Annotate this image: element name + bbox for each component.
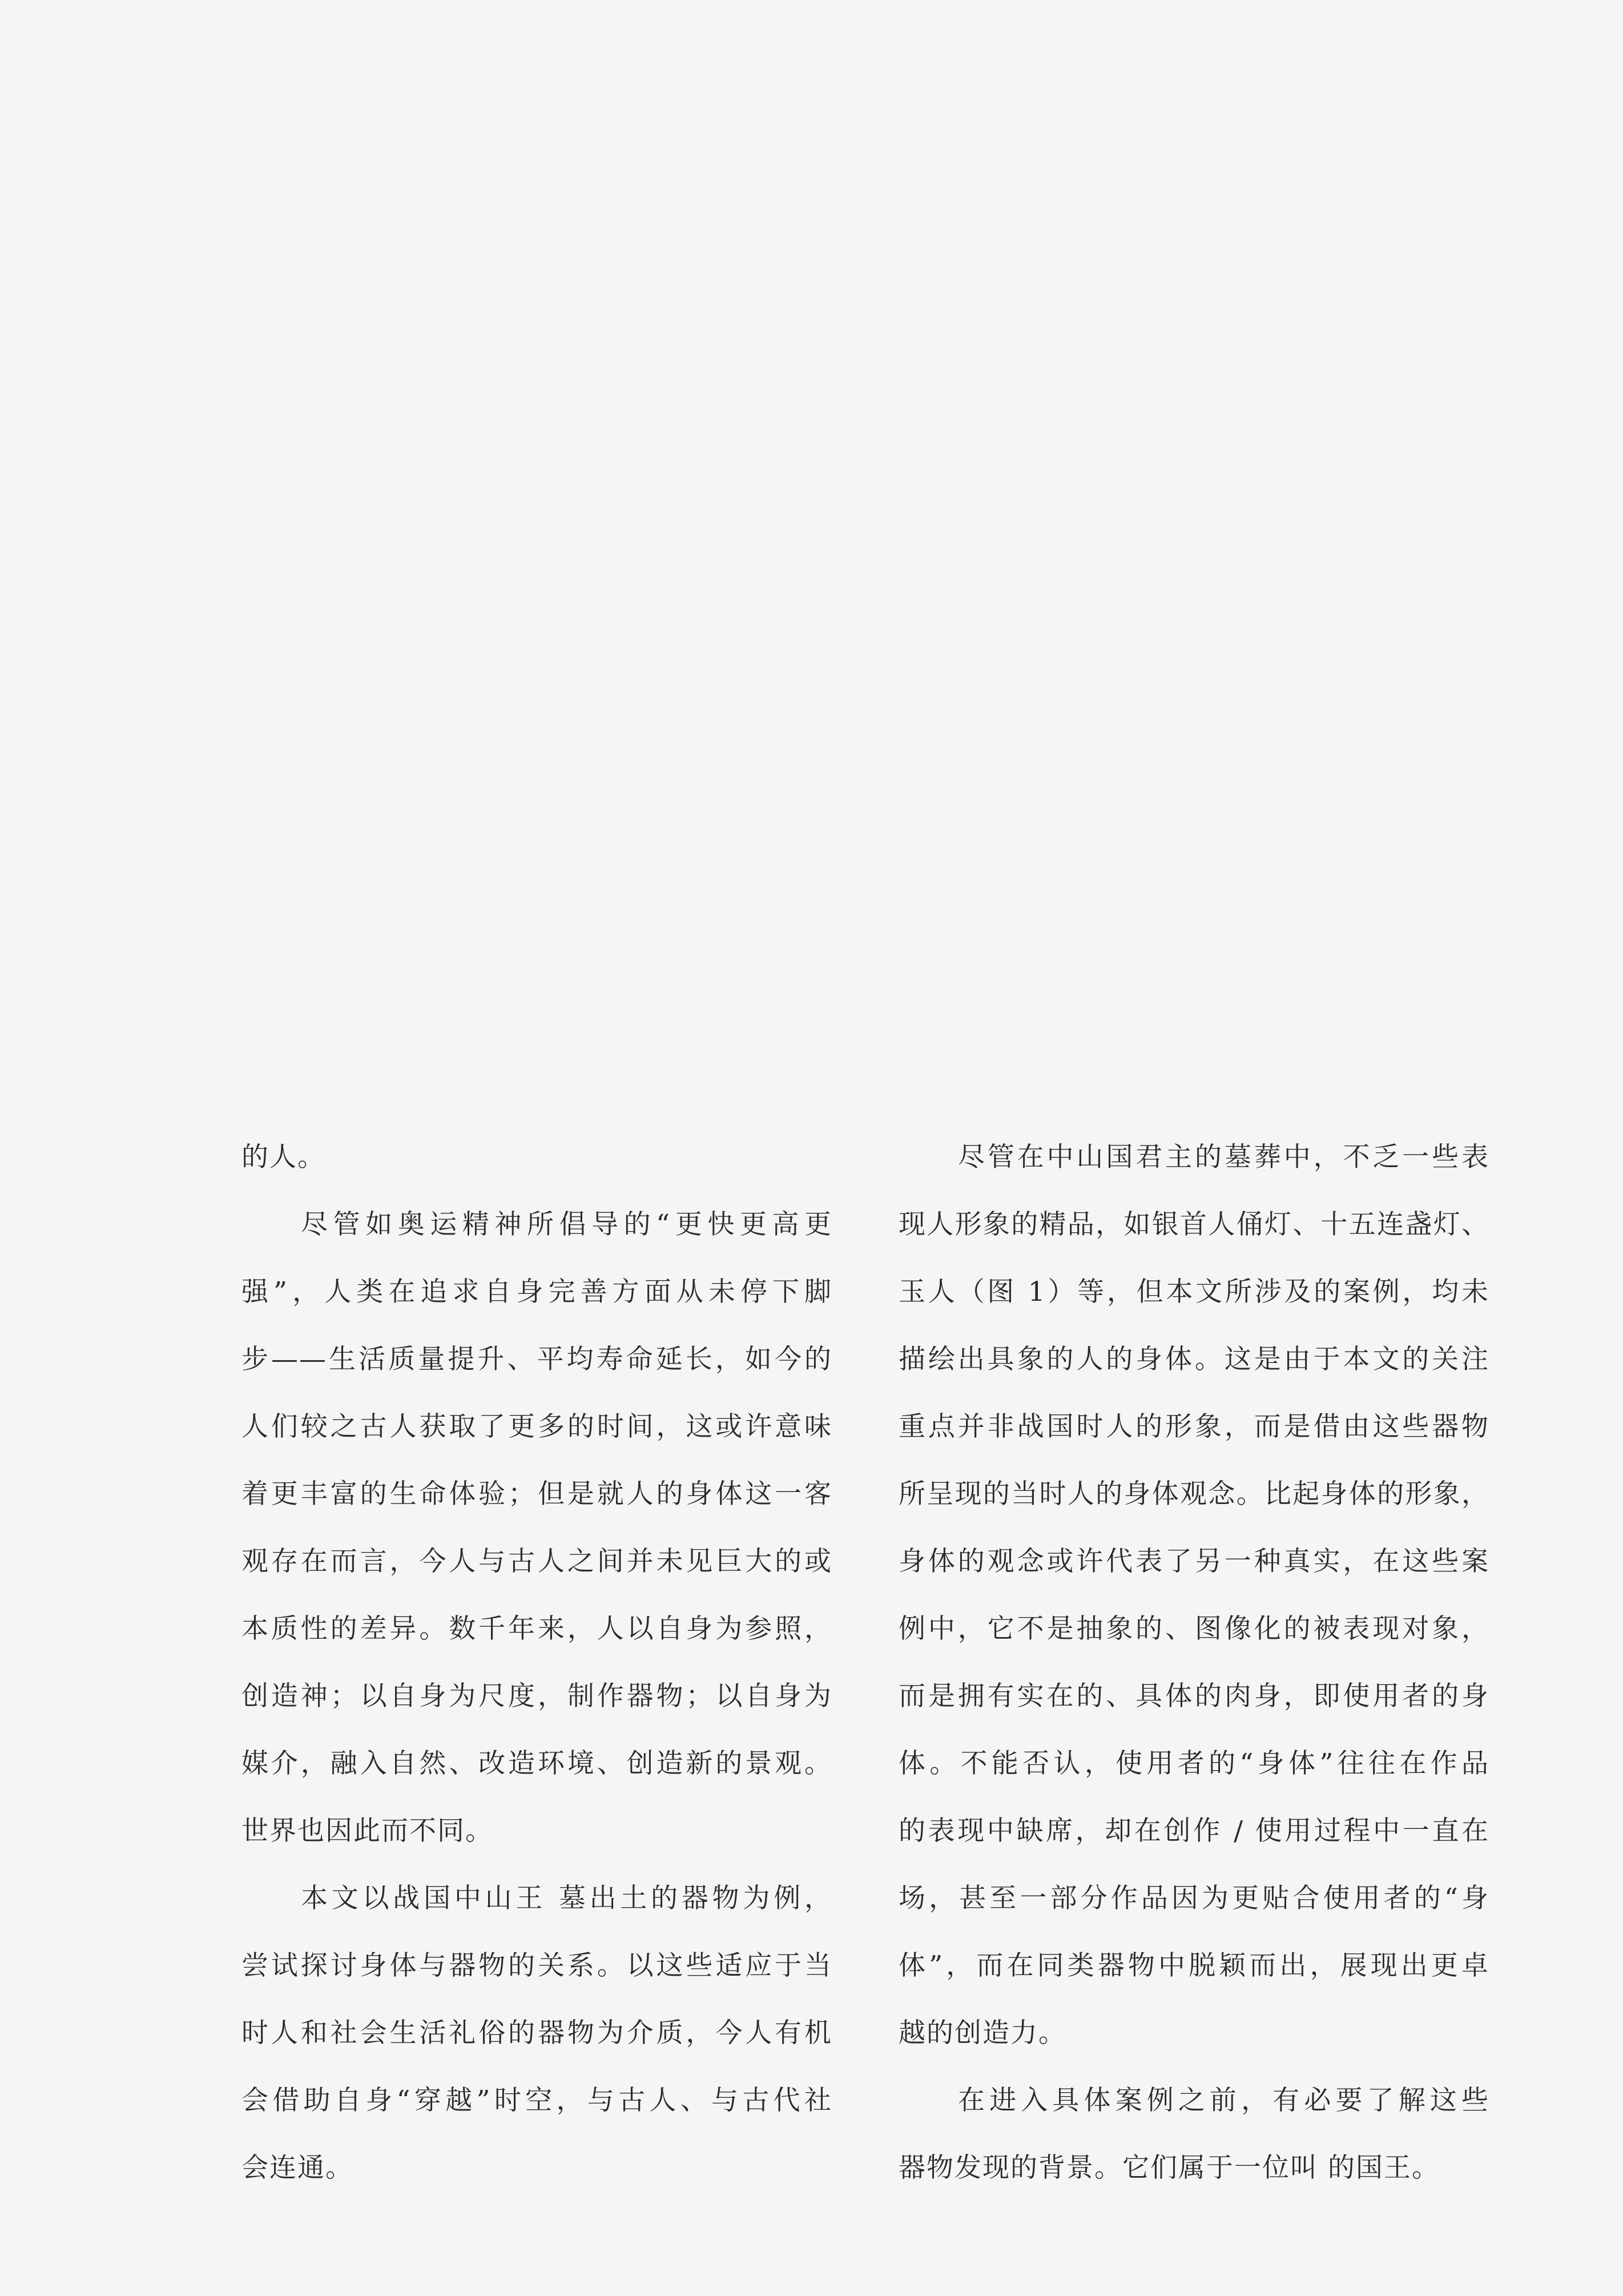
text-line: 的人。 bbox=[241, 1141, 325, 1173]
text-line: 玉人（图 1）等，但本文所涉及的案例，均未 bbox=[899, 1276, 1489, 1308]
text-line: 尽管在中山国君主的墓葬中，不乏一些表 bbox=[958, 1141, 1489, 1173]
text-line: 尽管如奥运精神所倡导的“更快更高更 bbox=[301, 1209, 832, 1240]
text-line: 而是拥有实在的、具体的肉身，即使用者的身 bbox=[899, 1680, 1489, 1712]
text-line: 世界也因此而不同。 bbox=[241, 1815, 493, 1847]
text-line: 本文以战国中山王 墓出土的器物为例， bbox=[301, 1883, 832, 1914]
text-line: 体。不能否认，使用者的“身体”往往在作品 bbox=[899, 1748, 1489, 1779]
text-line: 本质性的差异。数千年来，人以自身为参照， bbox=[241, 1613, 832, 1644]
text-line: 描绘出具象的人的身体。这是由于本文的关注 bbox=[899, 1344, 1489, 1375]
text-line: 媒介，融入自然、改造环境、创造新的景观。 bbox=[241, 1748, 832, 1779]
text-line: 身体的观念或许代表了另一种真实，在这些案 bbox=[899, 1546, 1489, 1577]
text-line: 体”，而在同类器物中脱颖而出，展现出更卓 bbox=[899, 1950, 1489, 1981]
text-line: 的表现中缺席，却在创作 / 使用过程中一直在 bbox=[899, 1815, 1489, 1847]
text-line: 现人形象的精品，如银首人俑灯、十五连盏灯、 bbox=[899, 1209, 1489, 1240]
text-line: 所呈现的当时人的身体观念。比起身体的形象， bbox=[899, 1478, 1489, 1510]
text-line: 器物发现的背景。它们属于一位叫 的国王。 bbox=[899, 2152, 1440, 2184]
right-text-column bbox=[899, 1124, 1489, 2202]
text-line: 场，甚至一部分作品因为更贴合使用者的“身 bbox=[899, 1883, 1489, 1914]
text-line: 步——生活质量提升、平均寿命延长，如今的 bbox=[241, 1344, 832, 1375]
text-line: 尝试探讨身体与器物的关系。以这些适应于当 bbox=[241, 1950, 832, 1981]
text-line: 在进入具体案例之前，有必要了解这些 bbox=[958, 2085, 1489, 2116]
text-line: 着更丰富的生命体验；但是就人的身体这一客 bbox=[241, 1478, 832, 1510]
text-line: 人们较之古人获取了更多的时间，这或许意味 bbox=[241, 1411, 832, 1442]
text-line: 越的创造力。 bbox=[899, 2017, 1066, 2049]
text-line: 观存在而言，今人与古人之间并未见巨大的或 bbox=[241, 1546, 832, 1577]
text-line: 重点并非战国时人的形象，而是借由这些器物 bbox=[899, 1411, 1489, 1442]
text-line: 例中，它不是抽象的、图像化的被表现对象， bbox=[899, 1613, 1489, 1644]
text-line: 会连通。 bbox=[241, 2152, 353, 2184]
left-text-column bbox=[241, 1124, 832, 2202]
text-line: 会借助自身“穿越”时空，与古人、与古代社 bbox=[241, 2085, 832, 2116]
text-line: 时人和社会生活礼俗的器物为介质，今人有机 bbox=[241, 2017, 832, 2049]
text-line: 创造神；以自身为尺度，制作器物；以自身为 bbox=[241, 1680, 832, 1712]
text-line: 强”，人类在追求自身完善方面从未停下脚 bbox=[241, 1276, 832, 1308]
